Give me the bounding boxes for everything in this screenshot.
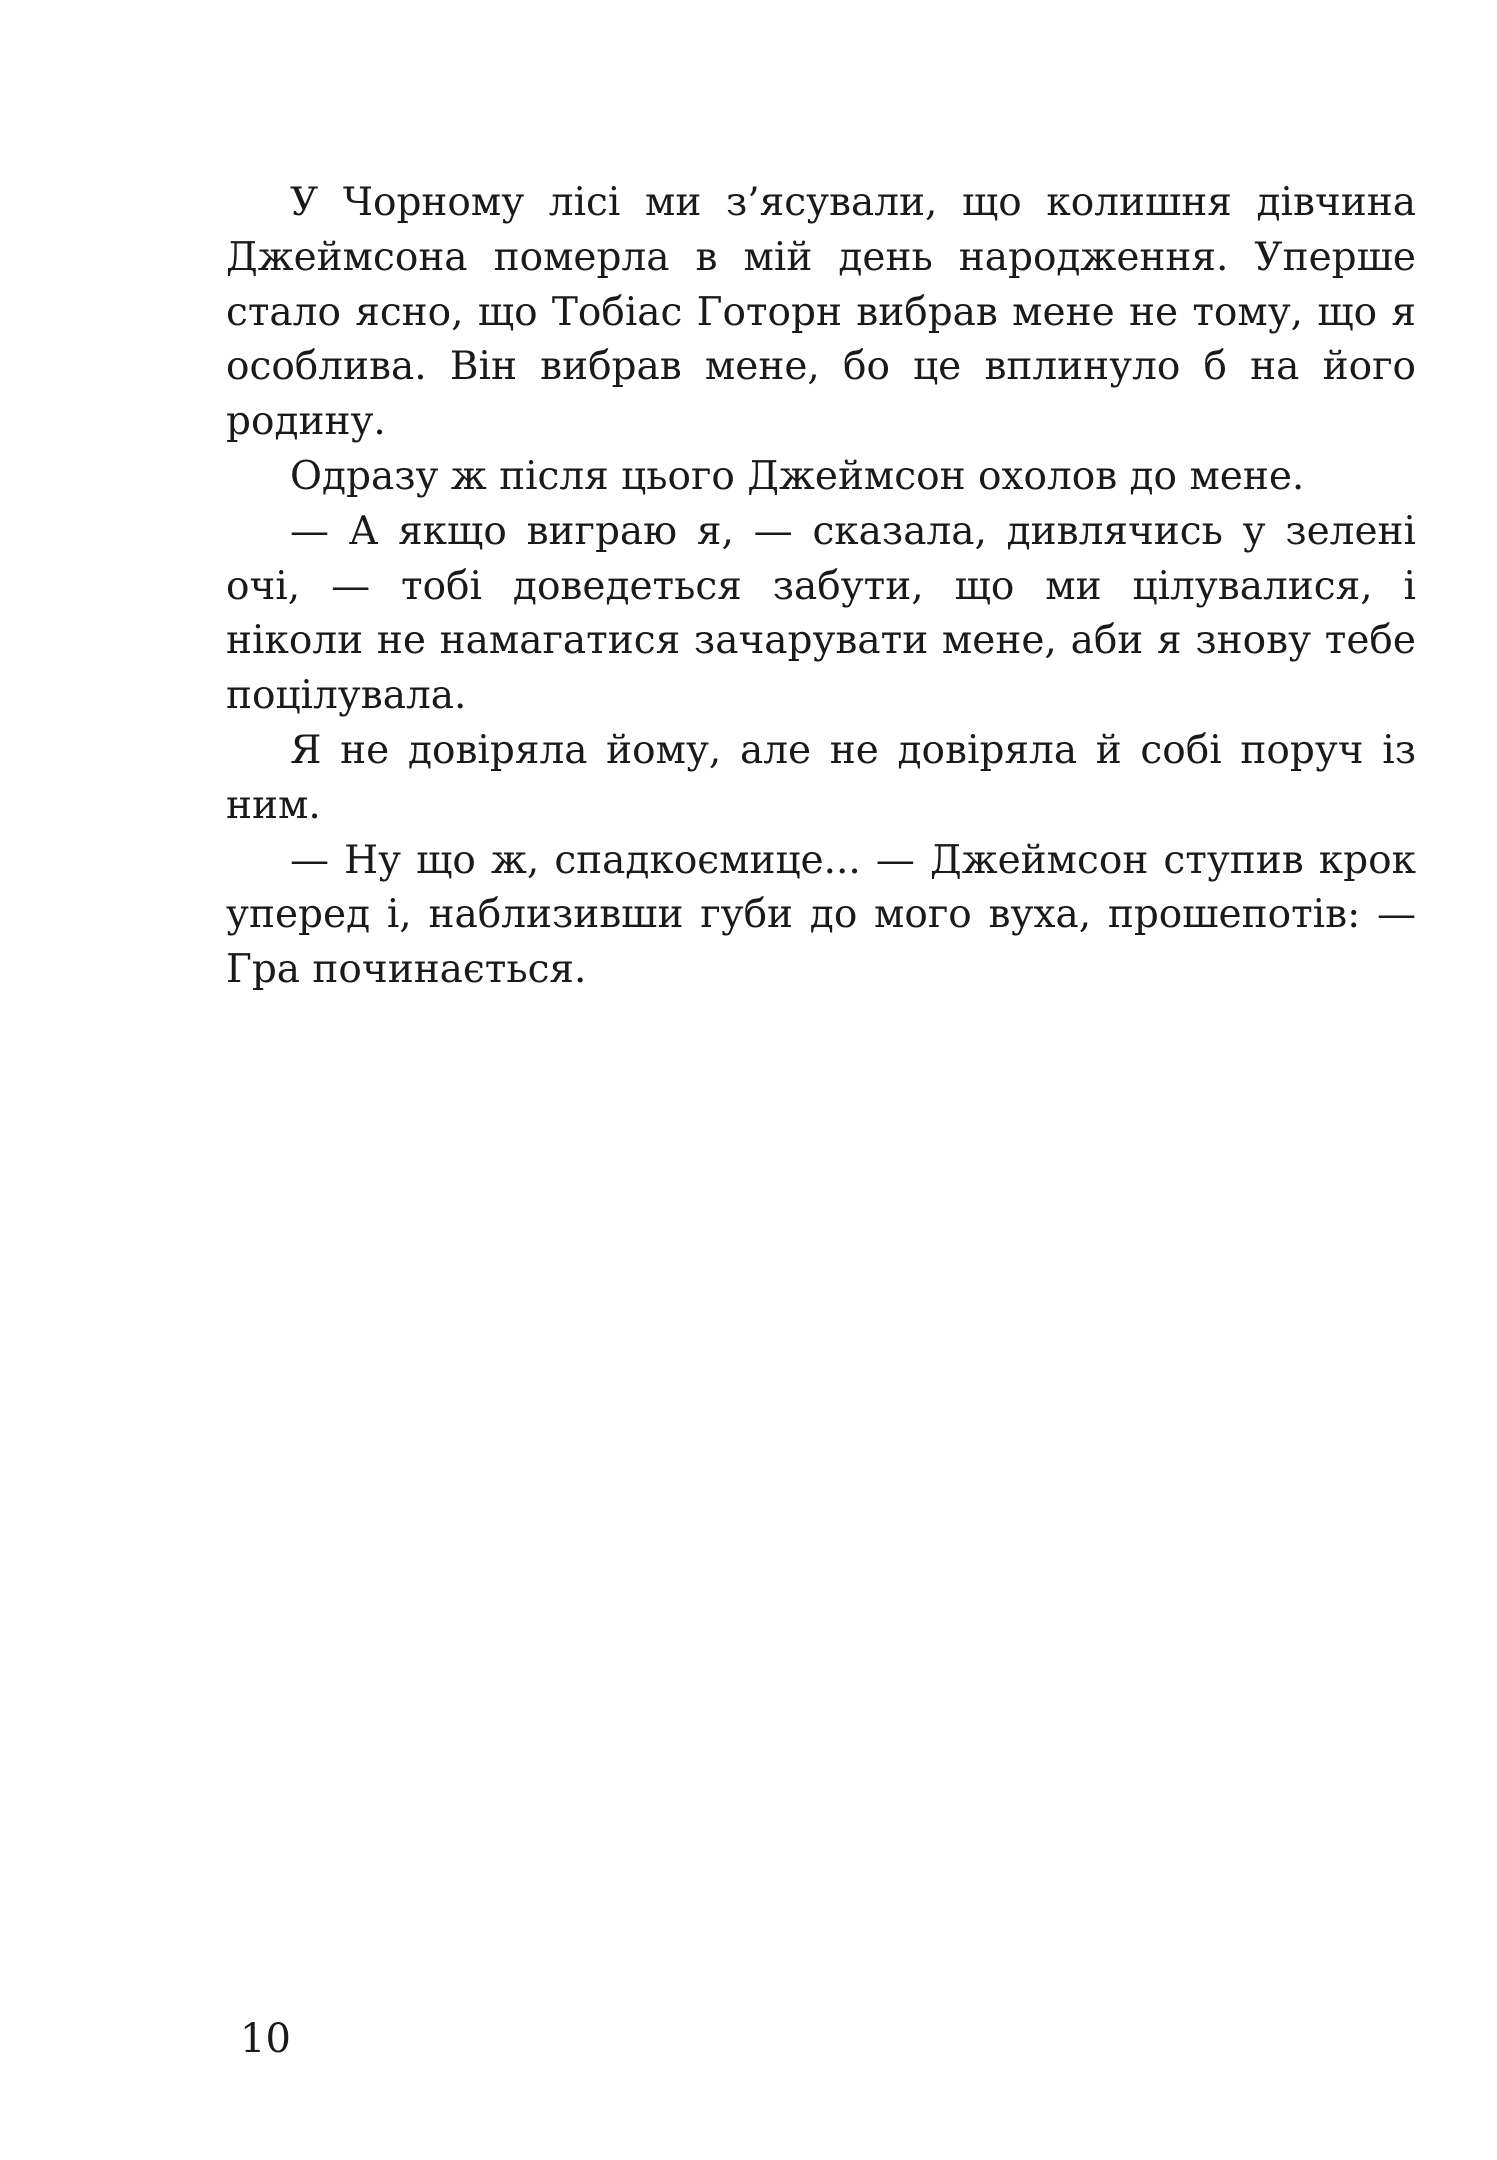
- paragraph-2: Одразу ж після цього Джеймсон охолов до мене.: [290, 453, 1305, 499]
- paragraph-1: У Чорному лісі ми з’ясували, що колишня дівчина Джеймсона померла в мій день народження. Уперше стало ясно, що Тобіас Готорн вибрав мене не тому, що я особлива. Він вибрав мене, бо це вплинуло б на його родину.: [226, 180, 1416, 445]
- body-text: [226, 176, 1416, 998]
- paragraph-4: Я не довіряла йому, але не довіряла й собі поруч із ним.: [226, 727, 1416, 828]
- paragraph-5: — Ну що ж, спадкоємице... — Джеймсон ступив крок уперед і, наблизивши губи до мого вуха, прошепотів: — Гра починається.: [226, 837, 1416, 993]
- page-number: 10: [240, 2016, 291, 2062]
- paragraph-3: — А якщо виграю я, — сказала, дивлячись у зелені очі, — тобі доведеться забути, що ми цілувалися, і ніколи не намагатися зачарувати мене, аби я знову тебе поцілувала.: [226, 508, 1416, 719]
